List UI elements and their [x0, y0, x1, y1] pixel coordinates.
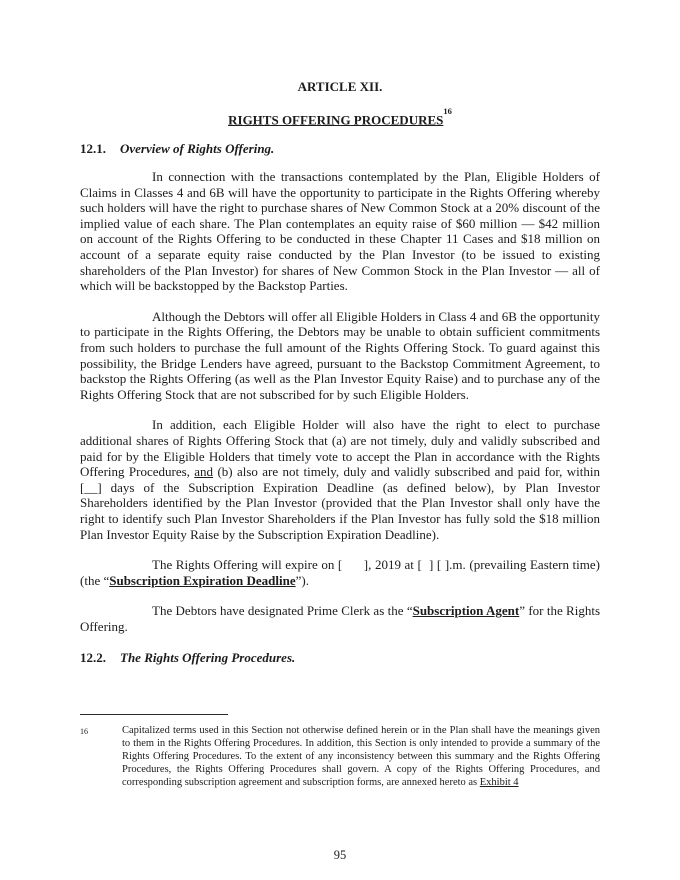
defined-term-subscription-expiration-deadline: Subscription Expiration Deadline	[109, 572, 296, 588]
document-title	[80, 105, 600, 128]
section-title-12-1: Overview of Rights Offering.	[120, 140, 275, 156]
footnote-reference-16: 16	[443, 105, 452, 116]
paragraph-1	[80, 169, 600, 294]
footnote-number: 16	[80, 727, 88, 736]
section-heading-12-1	[80, 141, 600, 157]
paragraph-2-text: Although the Debtors will offer all Eligible Holders in Class 4 and 6B the opportunity to participate in the Rights Offering, the Debtors may be unable to obtain sufficient commitments from such holders to purchase the full amount of the Rights Offering Stock. To guard against this possibility, the Bridge Lenders have agreed, pursuant to the Backstop Commitment Agreement, to backstop the Rights Offering (as well as the Plan Investor Equity Raise) and to purchase any of the Rights Offering Stock that are not subscribed for by such Eligible Holders.	[80, 308, 600, 402]
article-heading: ARTICLE XII.	[297, 79, 383, 94]
paragraph-4-text-a: The Rights Offering will expire on [ ], 2019 at [ ] [ ].m. (prevailing Eastern time) (the “	[80, 557, 600, 588]
footnote-separator-rule	[80, 714, 228, 715]
document-title-text: RIGHTS OFFERING PROCEDURES	[228, 111, 444, 127]
paragraph-3-text-a: In addition, each Eligible Holder will also have the right to elect to purchase additional shares of Rights Offering Stock that (a) are not timely, duly and validly subscribed and paid for by the Eligible Holders that timely vote to accept the Plan in accordance with the Rights Offering Procedures,	[80, 417, 600, 480]
paragraph-4-text-b: ”).	[295, 572, 309, 588]
document-body	[80, 79, 600, 678]
section-heading-12-2	[80, 650, 600, 666]
paragraph-1-text: In connection with the transactions contemplated by the Plan, Eligible Holders of Claims in Classes 4 and 6B will have the opportunity to participate in the Rights Offering whereby such holders will have the right to purchase shares of New Common Stock at a 20% discount of the implied value of each share. The Plan contemplates an equity raise of $60 million — $42 million on account of the Rights Offering to be conducted in these Chapter 11 Cases and $18 million on account of a separate equity raise conducted by the Plan Investor (to be issued to existing shareholders of the Plan Investor) for shares of New Common Stock in the Plan Investor — all of which will be backstopped by the Backstop Parties.	[80, 169, 600, 294]
section-number-12-2: 12.2.	[80, 649, 106, 665]
section-title-12-2: The Rights Offering Procedures.	[120, 649, 296, 665]
paragraph-2	[80, 309, 600, 403]
paragraph-3	[80, 417, 600, 542]
paragraph-5	[80, 603, 600, 634]
page-number: 95	[333, 848, 347, 862]
footnote-text-body: Capitalized terms used in this Section not otherwise defined herein or in the Plan shall have the meanings given to them in the Rights Offering Procedures. In addition, this Section is only intended to provide a summary of the Rights Offering Procedures. To the extent of any inconsistency between this summary and the Rights Offering Procedures, the Rights Offering Procedures shall govern. A copy of the Rights Offering Procedures, and corresponding subscription agreement and subscription forms, are annexed hereto as	[122, 725, 600, 788]
paragraph-4	[80, 557, 600, 588]
paragraph-5-text-b: ” for the Rights Offering.	[80, 603, 600, 634]
paragraph-5-text-a: The Debtors have designated Prime Clerk as the “	[152, 603, 413, 619]
paragraph-3-text-b: (b) also are not timely, duly and validly subscribed and paid for, within [__] days of the Subscription Expiration Deadline (as defined below), by Plan Investor Shareholders identified by the Plan Investor (provided that the Plan Investor shall only have the right to identify such Plan Investor Shareholders if the Plan Investor has fully sold the $18 million Plan Investor Equity Raise by the Subscription Expiration Deadline).	[80, 464, 600, 542]
section-number-12-1: 12.1.	[80, 140, 106, 156]
footnote-area	[80, 714, 600, 789]
defined-term-subscription-agent: Subscription Agent	[412, 603, 520, 619]
footnote-16	[80, 724, 600, 789]
exhibit-4-reference: Exhibit 4	[479, 777, 519, 788]
paragraph-3-underlined-and: and	[194, 464, 214, 480]
footnote-text	[122, 724, 600, 789]
